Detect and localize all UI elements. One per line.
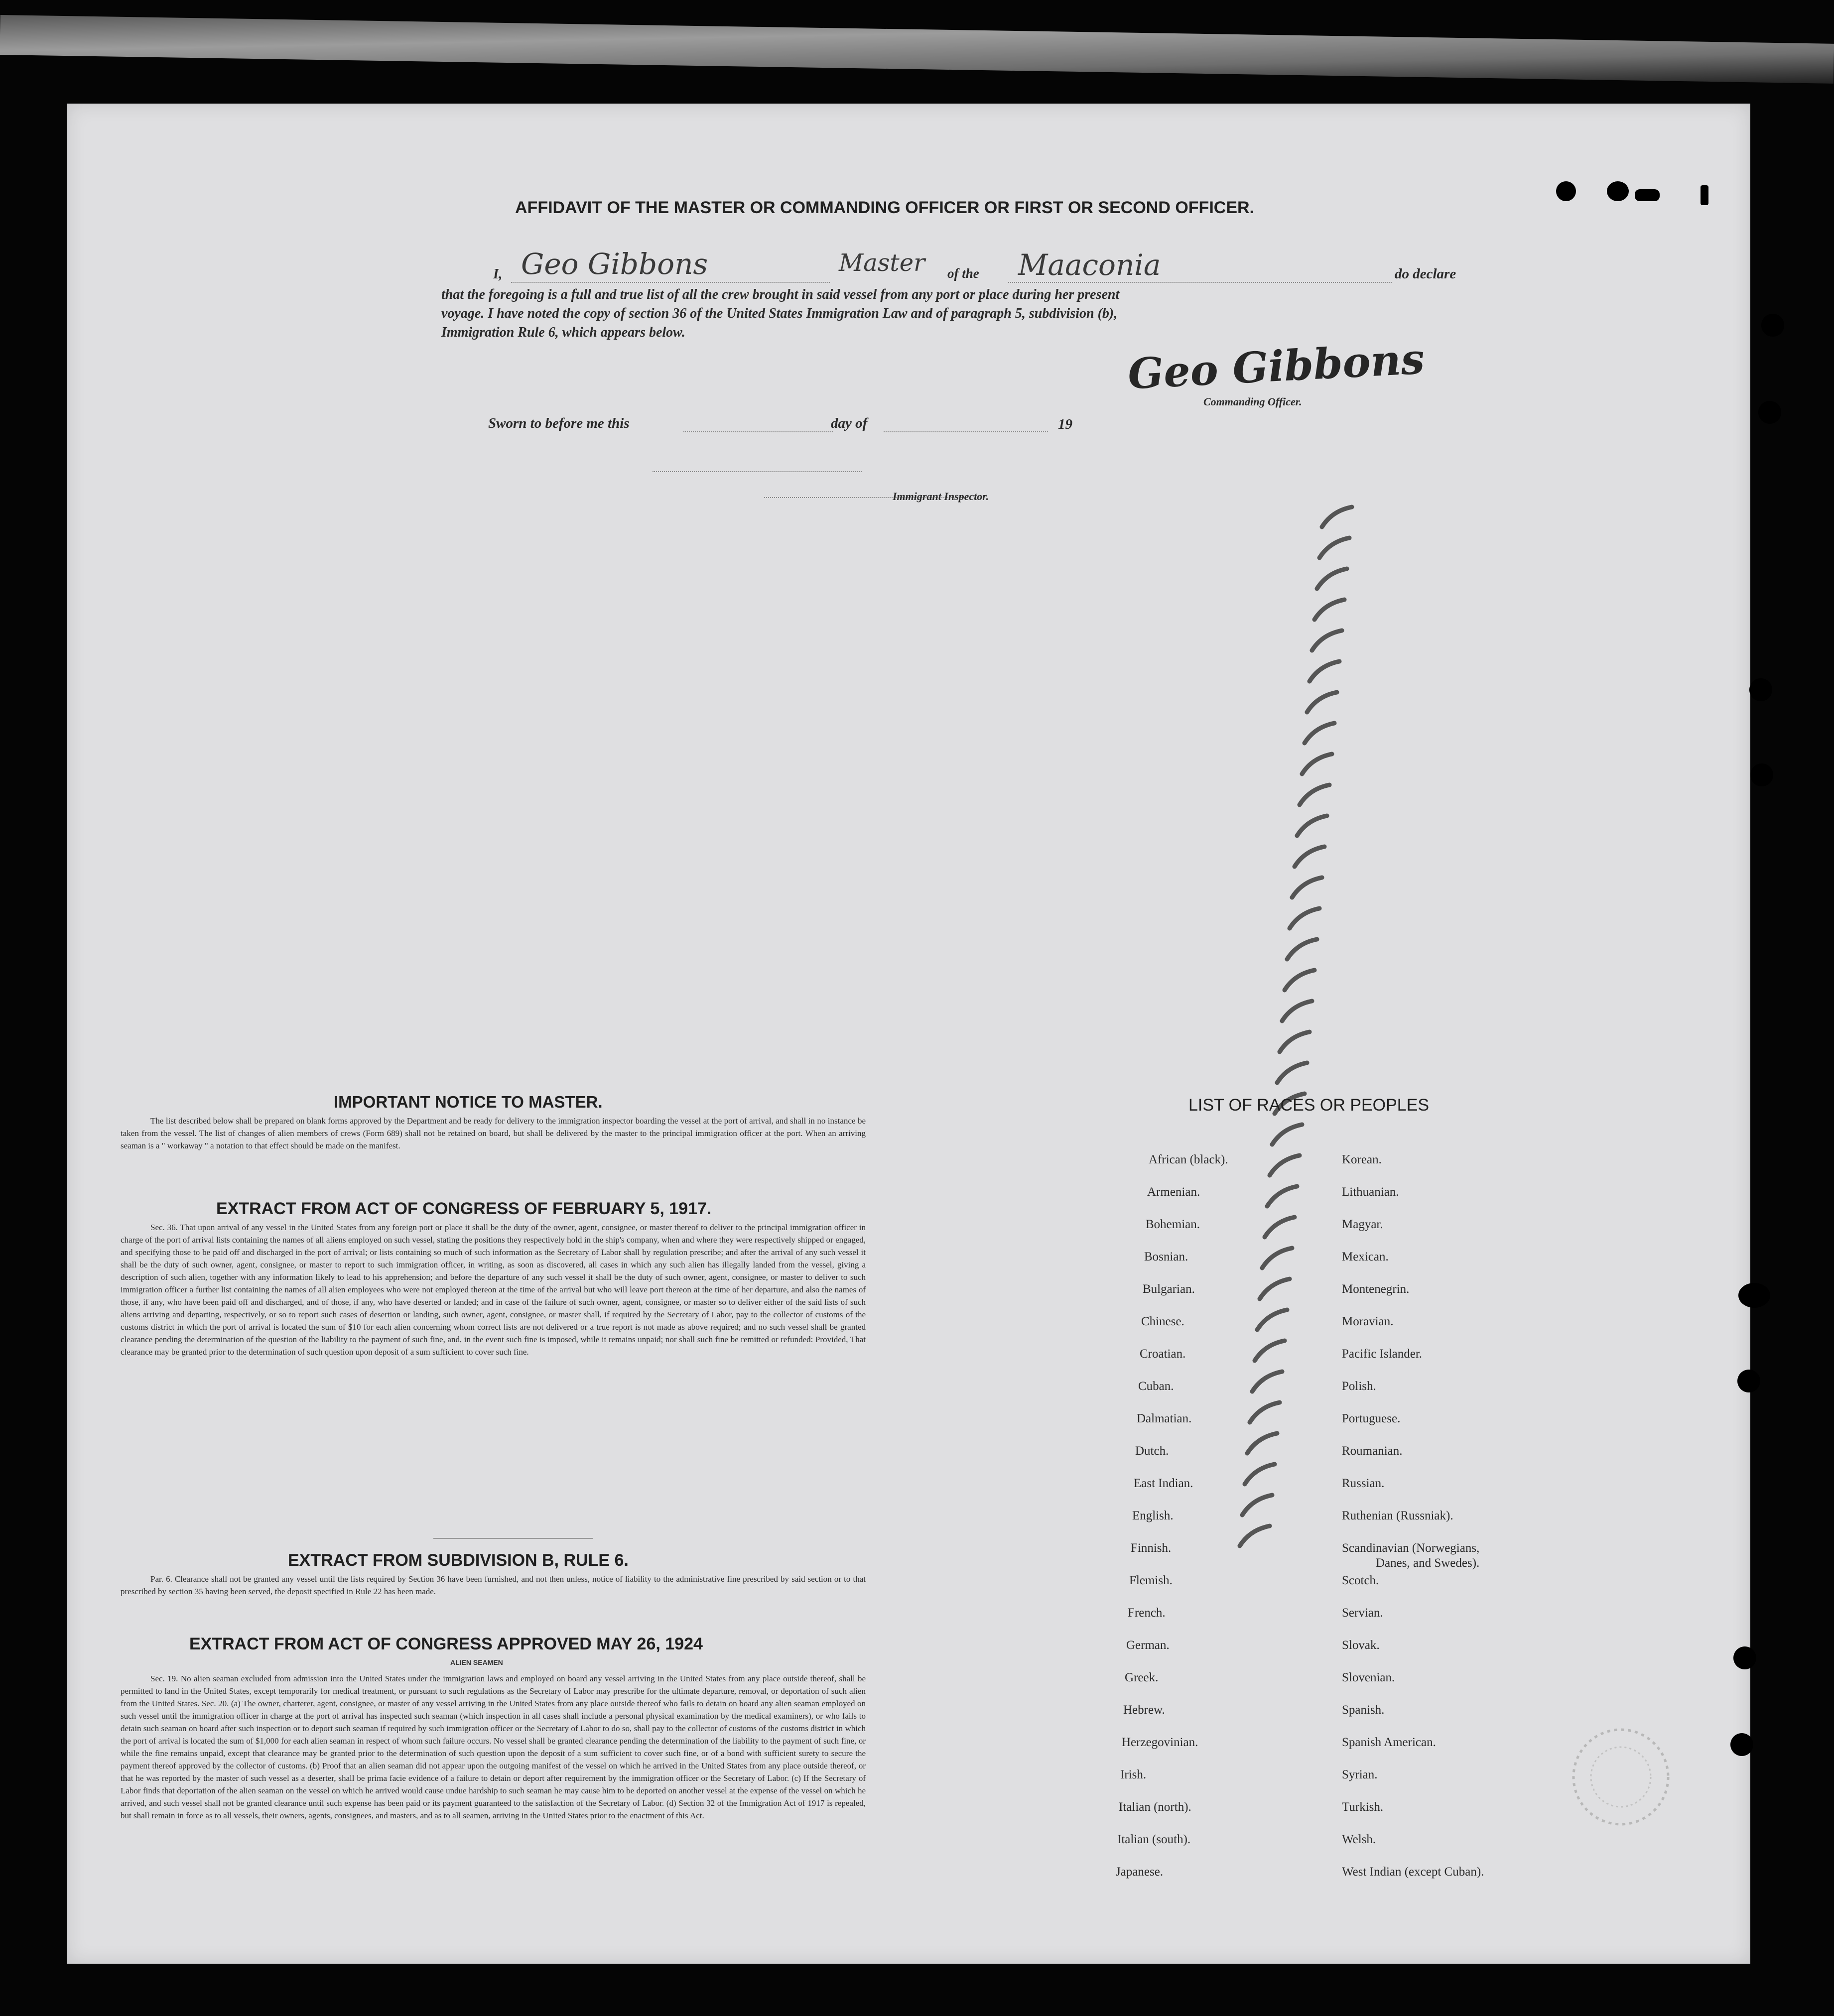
affidavit-line-3: voyage. I have noted the copy of section 36 of the United States Immigration Law and of paragraph 5, subdivision (b), — [441, 306, 1118, 321]
race-item: Bosnian. — [1144, 1250, 1188, 1263]
race-item: Pacific Islander. — [1342, 1347, 1423, 1361]
handwritten-master-name: Geo Gibbons — [521, 247, 708, 281]
race-item: Lithuanian. — [1342, 1185, 1399, 1199]
race-item: Ruthenian (Russniak). — [1342, 1509, 1453, 1522]
race-item: Mexican. — [1342, 1250, 1389, 1263]
race-item: Croatian. — [1140, 1347, 1186, 1361]
race-item: Slovenian. — [1342, 1671, 1395, 1684]
race-item: Hebrew. — [1123, 1703, 1165, 1717]
race-item: Magyar. — [1342, 1218, 1383, 1231]
handwritten-vessel-name: Maaconia — [1018, 248, 1161, 282]
race-item: Montenegrin. — [1342, 1282, 1410, 1296]
race-item: Scandinavian (Norwegians, — [1342, 1541, 1480, 1555]
important-notice-title: IMPORTANT NOTICE TO MASTER. — [334, 1093, 603, 1111]
race-item: Moravian. — [1342, 1315, 1394, 1328]
race-item: Bohemian. — [1146, 1218, 1200, 1231]
extract-1924-body: Sec. 19. No alien seaman excluded from admission into the United States under the immigration laws and employed on board any vessel arriving in the United States from any place outside thereof, shall be permitted to land in the United States, except temporarily for medical treatment, or pursuant to such regulations as the Secretary of Labor may prescribe for the ultimate departure, removal, or deportation of such alien from the United States. Sec. 20. (a) The owner, charterer, agent, consignee, or master of any vessel arriving in the United States from any place outside thereof who fails to detain on board any alien seaman employed on such vessel until the immigration officer in charge at the port of arrival has inspected such seaman (which inspection in all cases shall include a personal physical examination by the medical examiners), or who fails to detain such seaman on board after such inspection or to deport such seaman if required by such immigration officer or the Secretary of Labor to do so, shall pay to the collector of customs of the customs district in which the port of arrival is located the sum of $1,000 for each alien seaman in respect of whom such failure occurs. No vessel shall be granted clearance pending the determination of the liability to the payment of such fine, or while the fine remains unpaid, except that clearance may be granted prior to the determination of such question upon the deposit of a sum sufficient to cover such fine, or of a bond with sufficient surety to secure the payment thereof approved by the collector of customs. (b) Proof that an alien seaman did not appear upon the outgoing manifest of the vessel on which he arrived in the United States from any place outside thereof, or that he was reported by the master of such vessel as a deserter, shall be prima facie evidence of a failure to detain or deport after requirement by the immigration officer or the Secretary of Labor. (c) If the Secretary of Labor finds that deportation of the alien seaman on the vessel on which he arrived would cause undue hardship to such seaman he may cause him to be deported on another vessel at the expense of the vessel on which he arrived, and such vessel shall not be granted clearance until such expense has been paid or its payment guaranteed to the satisfaction of the Secretary of Labor. (d) Section 32 of the Immigration Act of 1917 is repealed, but shall remain in force as to all vessels, their owners, agents, consignees, and masters, and as to all seamen, arriving in the United States prior to the enactment of this Act. — [121, 1674, 866, 1820]
sworn-text: Sworn to before me this — [488, 415, 630, 431]
race-item: Italian (north). — [1119, 1800, 1191, 1814]
race-item: Japanese. — [1116, 1865, 1164, 1879]
race-item: Herzegovinian. — [1122, 1736, 1198, 1749]
race-item: Bulgarian. — [1143, 1282, 1195, 1296]
important-notice-body: The list described below shall be prepared on blank forms approved by the Department and be ready for delivery to the immigration inspector boarding the vessel at the port of arrival, and shall in no instance be taken from the vessel. The list of changes of alien members of crews (Form 689) shall not be retained on board, but shall be delivered by the master to the principal immigration officer at the port. When an arriving seaman is a " workaway " a notation to that effect should be made on the manifest. — [121, 1116, 866, 1150]
race-item: Korean. — [1342, 1153, 1382, 1166]
race-item: Roumanian. — [1342, 1444, 1403, 1458]
race-item: African (black). — [1149, 1153, 1228, 1166]
race-item: Irish. — [1120, 1768, 1147, 1781]
race-item: Flemish. — [1129, 1574, 1173, 1587]
race-item: French. — [1128, 1606, 1166, 1620]
race-item: Russian. — [1342, 1477, 1385, 1490]
extract-1924-title: EXTRACT FROM ACT OF CONGRESS APPROVED MAY 26, 1924 — [189, 1635, 703, 1653]
extract-1924-subtitle: ALIEN SEAMEN — [450, 1658, 503, 1666]
race-item: Portuguese. — [1342, 1412, 1401, 1425]
race-item: Turkish. — [1342, 1800, 1384, 1814]
race-item: East Indian. — [1134, 1477, 1193, 1490]
rule-6-body: Par. 6. Clearance shall not be granted any vessel until the lists required by Section 36 have been furnished, and not then unless, notice of liability to the administrative fine prescribed by said section or to that prescribed by section 35 having been served, the deposit specified in Rule 22 has been made. — [121, 1574, 866, 1596]
race-item: Polish. — [1342, 1380, 1376, 1393]
race-item: Syrian. — [1342, 1768, 1378, 1781]
affidavit-line-2: that the foregoing is a full and true list of all the crew brought in said vessel from any port or place during her present — [441, 287, 1120, 302]
rule-6-title: EXTRACT FROM SUBDIVISION B, RULE 6. — [288, 1551, 629, 1570]
race-item: Armenian. — [1147, 1185, 1200, 1199]
master-signature: Geo Gibbons — [1126, 334, 1426, 399]
affidavit-do-declare: do declare — [1395, 266, 1456, 282]
race-item: Scotch. — [1342, 1574, 1379, 1587]
race-item: West Indian (except Cuban). — [1342, 1865, 1484, 1879]
immigrant-inspector-label: Immigrant Inspector. — [893, 490, 989, 503]
race-item: Finnish. — [1131, 1541, 1172, 1555]
race-item: Spanish American. — [1342, 1736, 1436, 1749]
extract-1917-body: Sec. 36. That upon arrival of any vessel in the United States from any foreign port or place it shall be the duty of the owner, agent, consignee, or master thereof to deliver to the principal immigration officer in charge of the port of arrival lists containing the names of all aliens employed on such vessel, stating the positions they respectively hold in the ship's company, when and where they were respectively shipped or engaged, and specifying those to be paid off and discharged in the port of arrival; or lists containing so much of such information as the Secretary of Labor shall by regulation prescribe; and after the arrival of any such vessel it shall be the duty of such owner, agent, consignee, or master to report to such immigration officer, in writing, as soon as discovered, all cases in which any such alien has illegally landed from the vessel, giving a description of such alien, together with any information likely to lead to his apprehension; and before the departure of any such vessel it shall be the duty of such owner, agent, consignee, or master to deliver to such immigration officer a further list containing the names of all alien employees who were not employed thereon at the time of the arrival but who will leave port thereon at the time of her departure, and also the names of those, if any, who have been paid off and discharged, and of those, if any, who have deserted or landed; and in case of the failure of such owner, agent, consignee, or master so to deliver either of the said lists of such aliens arriving and departing, respectively, or so to report such cases of desertion or landing, such owner, agent, consignee, or master shall, if required by the Secretary of Labor, pay to the collector of customs of the customs district in which the port of arrival is located the sum of $10 for each alien concerning whom correct lists are not delivered or a true report is not made as above required; and no such vessel shall be granted clearance pending the determination of the question of the liability to the payment of such fine, and, in the event such fine is imposed, while it remains unpaid; nor shall such fine be remitted or refunded: Provided, That clearance may be granted prior to the determination of such question upon deposit of a sum sufficient to cover such fine. — [121, 1223, 866, 1357]
race-item: Danes, and Swedes). — [1376, 1556, 1480, 1570]
race-item: Dalmatian. — [1137, 1412, 1192, 1425]
handwritten-tick-marks — [1227, 487, 1377, 1633]
race-item: Italian (south). — [1117, 1833, 1191, 1846]
races-title: LIST OF RACES OR PEOPLES — [1188, 1096, 1430, 1115]
race-item: Welsh. — [1342, 1833, 1376, 1846]
race-item: Chinese. — [1141, 1315, 1184, 1328]
race-item: Dutch. — [1135, 1444, 1169, 1458]
race-item: German. — [1126, 1638, 1170, 1652]
year-prefix: 19 — [1058, 416, 1072, 432]
race-item: Greek. — [1125, 1671, 1159, 1684]
manifest-page — [67, 104, 1750, 1964]
race-item: English. — [1132, 1509, 1174, 1522]
race-item: Cuban. — [1138, 1380, 1174, 1393]
faint-stamp — [1561, 1717, 1681, 1837]
affidavit-i-prefix: I, — [493, 266, 503, 282]
race-item: Servian. — [1342, 1606, 1383, 1620]
race-item: Slovak. — [1342, 1638, 1380, 1652]
extract-1917-title: EXTRACT FROM ACT OF CONGRESS OF FEBRUARY 5, 1917. — [216, 1199, 712, 1218]
day-of-text: day of — [831, 415, 868, 431]
affidavit-of-the: of the — [947, 266, 979, 281]
handwritten-rank: Master — [839, 249, 925, 277]
race-item: Spanish. — [1342, 1703, 1385, 1717]
signature-title: Commanding Officer. — [1203, 395, 1302, 408]
film-edge-strip — [0, 15, 1834, 84]
affidavit-line-4: Immigration Rule 6, which appears below. — [441, 325, 685, 340]
affidavit-title: AFFIDAVIT OF THE MASTER OR COMMANDING OFFICER OR FIRST OR SECOND OFFICER. — [515, 198, 1254, 217]
